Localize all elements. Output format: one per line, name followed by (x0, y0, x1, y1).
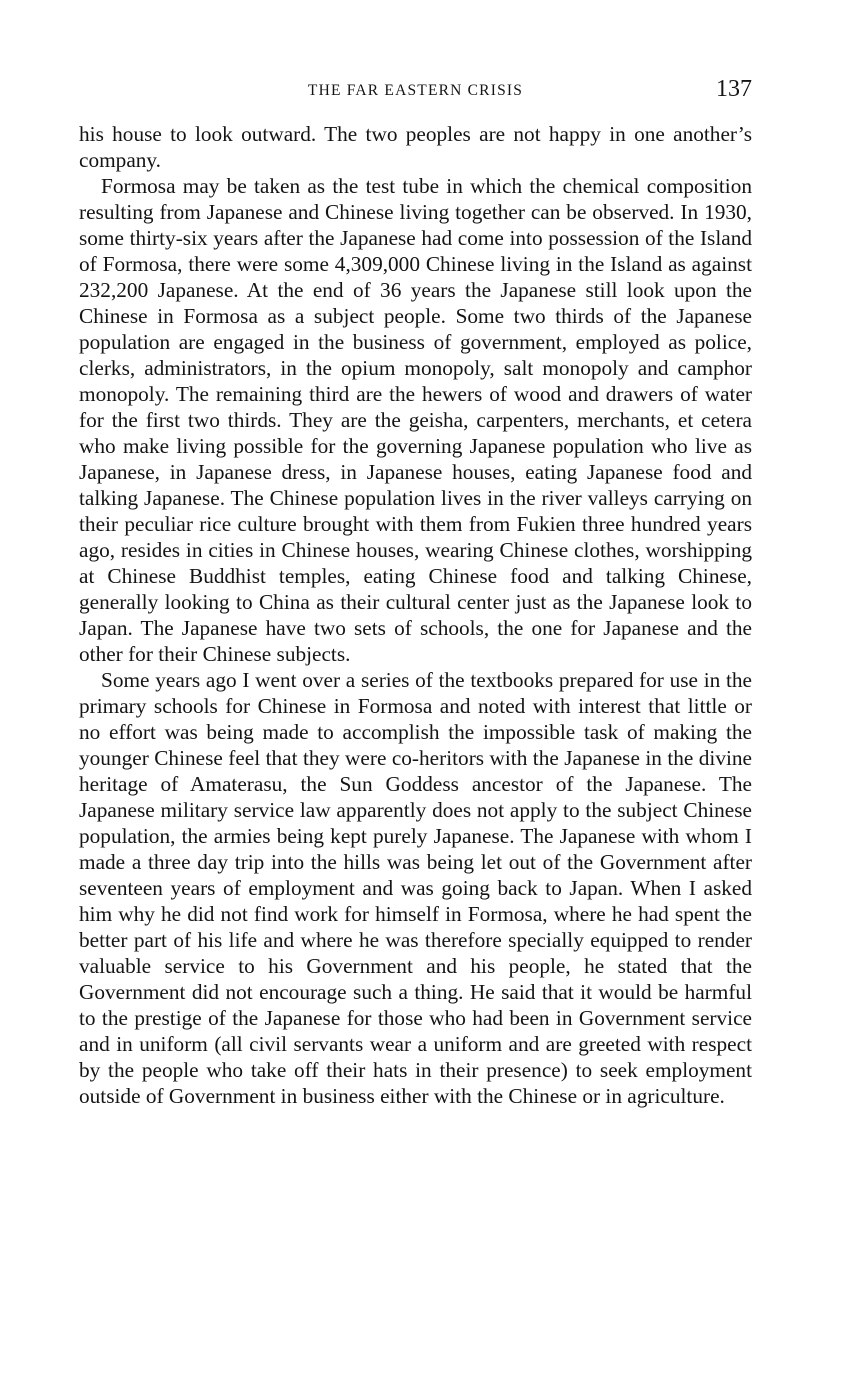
paragraph-formosa: Formosa may be taken as the test tube in which the chemical composition resulting from Japanese and Chinese living together can be observed. In 1930, some thirty-six years after the Japanese had come into possession of the Island of Formosa, there were some 4,309,000 Chinese living in the Island as against 232,200 Japanese. At the end of 36 years the Japanese still look upon the Chinese in Formosa as a subject people. Some two thirds of the Japanese population are engaged in the business of government, employed as police, clerks, administrators, in the opium monopoly, salt monopoly and camphor monopoly. The remaining third are the hewers of wood and drawers of water for the first two thirds. They are the geisha, carpenters, merchants, et cetera who make living possible for the governing Japanese population who live as Japanese, in Japanese dress, in Japanese houses, eating Japanese food and talking Japanese. The Chinese population lives in the river valleys carrying on their peculiar rice culture brought with them from Fukien three hundred years ago, resides in cities in Chinese houses, wearing Chinese clothes, worshipping at Chinese Buddhist temples, eating Chinese food and talking Chinese, generally looking to China as their cultural center just as the Japanese look to Japan. The Japanese have two sets of schools, the one for Japanese and the other for their Chinese subjects. (79, 174, 752, 666)
running-head (79, 76, 752, 106)
page-number: 137 (716, 76, 752, 102)
paragraph-continued: his house to look outward. The two peoples are not happy in one another’s company. (79, 122, 752, 172)
paragraph-textbooks: Some years ago I went over a series of the textbooks prepared for use in the primary schools for Chinese in Formosa and noted with interest that little or no effort was being made to accomplish the impossible task of making the younger Chinese feel that they were co-heritors with the Japanese in the divine heritage of Amaterasu, the Sun Goddess ancestor of the Japanese. The Japanese military service law apparently does not apply to the subject Chinese population, the armies being kept purely Japanese. The Japanese with whom I made a three day trip into the hills was being let out of the Government after seventeen years of employment and was going back to Japan. When I asked him why he did not find work for himself in Formosa, where he had spent the better part of his life and where he was therefore specially equipped to render valuable service to his Government and his people, he stated that the Government did not encourage such a thing. He said that it would be harmful to the prestige of the Japanese for those who had been in Government service and in uniform (all civil servants wear a uniform and are greeted with respect by the people who take off their hats in their presence) to seek employment outside of Government in business either with the Chinese or in agriculture. (79, 668, 752, 1108)
running-title: THE FAR EASTERN CRISIS (307, 82, 524, 99)
body-text (79, 121, 752, 1109)
